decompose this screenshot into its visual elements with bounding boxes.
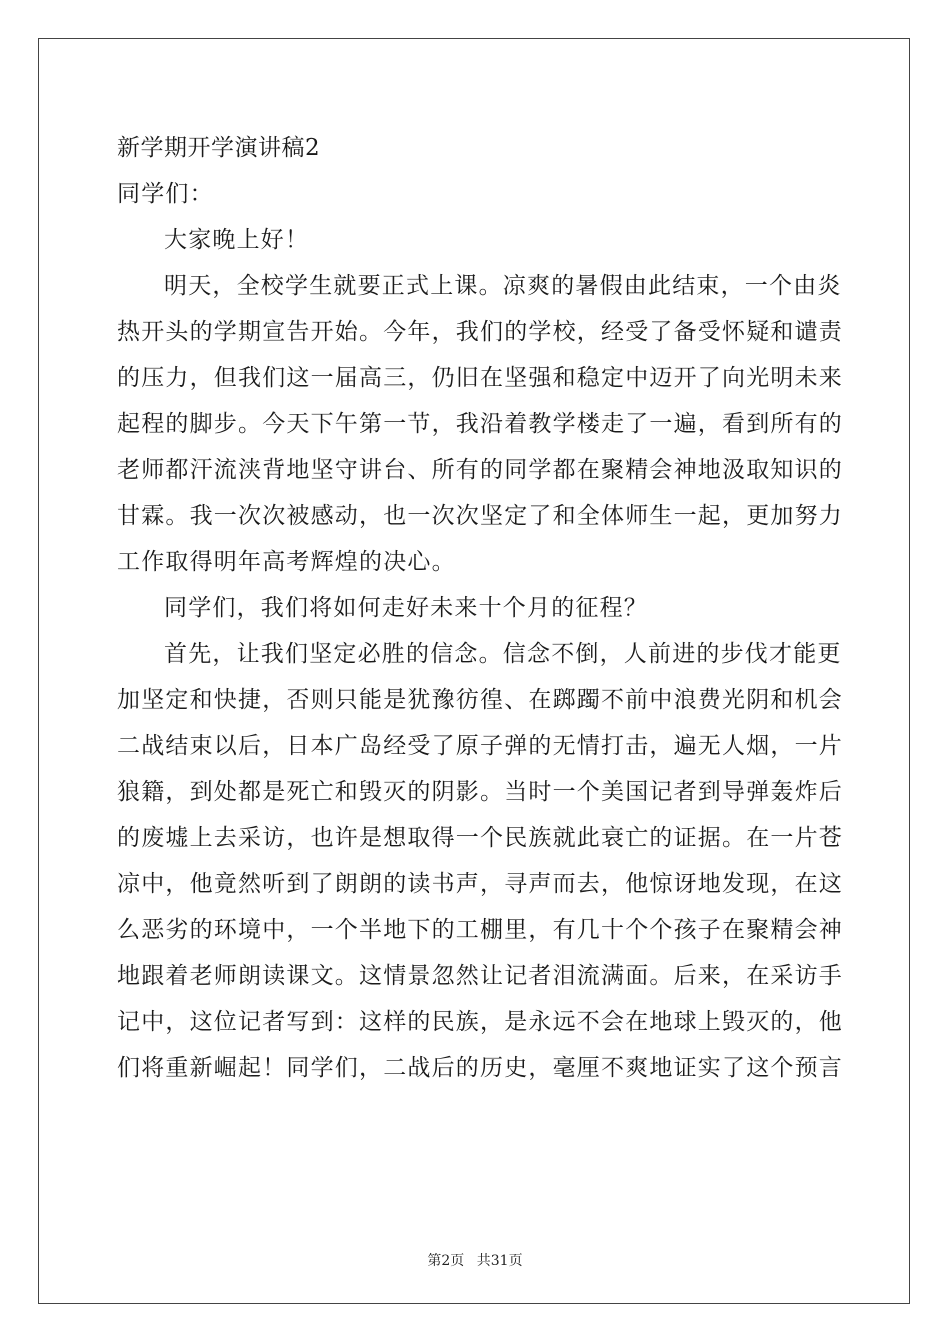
text-line: 老师都汗流浃背地坚守讲台、所有的同学都在聚精会神地汲取知识的 [117,457,843,483]
text-line: 加坚定和快捷，否则只能是犹豫彷徨、在踯躅不前中浪费光阴和机会 [117,687,843,713]
text-line: 甘霖。我一次次被感动，也一次次坚定了和全体师生一起，更加努力 [117,503,843,529]
text-line: 热开头的学期宣告开始。今年，我们的学校，经受了备受怀疑和谴责 [117,319,843,345]
text-line: 大家晚上好！ [164,227,310,253]
text-line: 二战结束以后，日本广岛经受了原子弹的无情打击，遍无人烟，一片 [117,733,843,759]
text-line: 凉中，他竟然听到了朗朗的读书声，寻声而去，他惊讶地发现，在这 [117,871,843,897]
text-line: 狼籍，到处都是死亡和毁灭的阴影。当时一个美国记者到导弹轰炸后 [117,779,843,805]
text-line: 同学们，我们将如何走好未来十个月的征程？ [164,595,648,621]
text-line: 记中，这位记者写到：这样的民族，是永远不会在地球上毁灭的，他 [117,1009,843,1035]
page-total: 共31页 [476,1253,523,1269]
document-title: 新学期开学演讲稿2 [117,135,321,161]
text-line: 首先，让我们坚定必胜的信念。信念不倒，人前进的步伐才能更 [164,641,842,667]
page-number: 第2页 [427,1253,465,1269]
text-line: 同学们： [117,181,214,207]
paragraph-lines [117,174,843,1094]
document-body [117,128,843,1094]
text-line: 地跟着老师朗读课文。这情景忽然让记者泪流满面。后来，在采访手 [117,963,843,989]
text-line: 的压力，但我们这一届高三，仍旧在坚强和稳定中迈开了向光明未来 [117,365,843,391]
text-line: 起程的脚步。今天下午第一节，我沿着教学楼走了一遍，看到所有的 [117,411,843,437]
text-line: 明天，全校学生就要正式上课。凉爽的暑假由此结束，一个由炎 [164,273,842,299]
text-line: 们将重新崛起！同学们，二战后的历史，毫厘不爽地证实了这个预言 [117,1055,843,1081]
text-line: 么恶劣的环境中，一个半地下的工棚里，有几十个个孩子在聚精会神 [117,917,843,943]
text-line: 的废墟上去采访，也许是想取得一个民族就此衰亡的证据。在一片苍 [117,825,843,851]
page-footer [0,1250,950,1270]
text-line: 工作取得明年高考辉煌的决心。 [117,549,456,575]
